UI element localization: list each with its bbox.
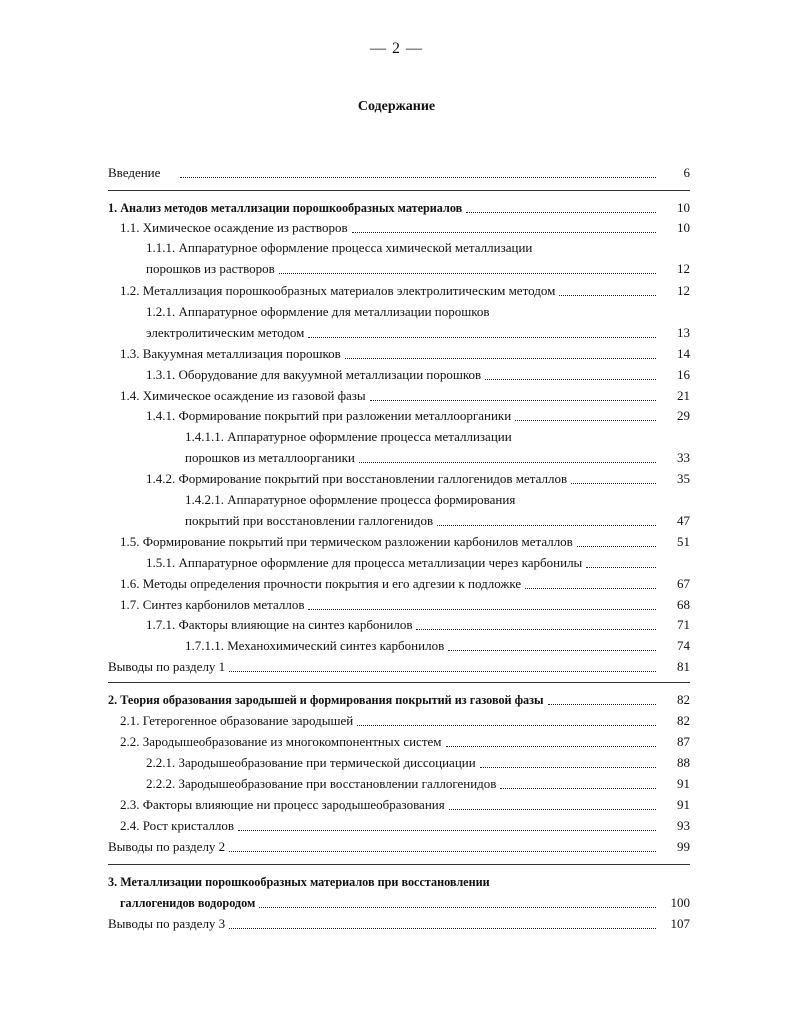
toc-entry-1-5[interactable]: 1.5. Формирование покрытий при термическом разложении карбонилов металлов 51 <box>120 534 690 549</box>
toc-entry-1-2-1-cont[interactable]: электролитическим методом 13 <box>146 325 690 340</box>
toc-entry-1-1-1[interactable]: 1.1.1. Аппаратурное оформление процесса химической металлизации <box>146 240 533 255</box>
toc-entry-1-4-2[interactable]: 1.4.2. Формирование покрытий при восстановлении галлогенидов металлов 35 <box>146 471 690 486</box>
toc-entry-1-4-1[interactable]: 1.4.1. Формирование покрытий при разложении металлоорганики 29 <box>146 408 690 423</box>
toc-entry-1-7-1[interactable]: 1.7.1. Факторы влияющие на синтез карбонилов 71 <box>146 617 690 632</box>
toc-entry-conclusions-1[interactable]: Выводы по разделу 1 81 <box>108 659 690 674</box>
toc-entry-1-5-1[interactable]: 1.5.1. Аппаратурное оформление для процесса металлизации через карбонилы <box>146 553 690 571</box>
toc-entry-1-6[interactable]: 1.6. Методы определения прочности покрытия и его адгезии к подложке 67 <box>120 576 690 591</box>
section-divider <box>108 682 690 683</box>
toc-entry-1-2[interactable]: 1.2. Металлизация порошкообразных материалов электролитическим методом 12 <box>120 283 690 298</box>
toc-entry-2-1[interactable]: 2.1. Гетерогенное образование зародышей 82 <box>120 713 690 728</box>
toc-entry-conclusions-2[interactable]: Выводы по разделу 2 99 <box>108 839 690 854</box>
toc-entry-2-3[interactable]: 2.3. Факторы влияющие ни процесс зародышеобразования 91 <box>120 797 690 812</box>
toc-entry-section-1[interactable]: 1. Анализ методов металлизации порошкообразных материалов 10 <box>108 200 690 215</box>
toc-entry-1-2-1[interactable]: 1.2.1. Аппаратурное оформление для металлизации порошков <box>146 304 490 319</box>
toc-entry-1-4-2-1-cont[interactable]: покрытий при восстановлении галлогенидов 47 <box>185 513 690 528</box>
section-divider <box>108 864 690 865</box>
toc-entry-1-3[interactable]: 1.3. Вакуумная металлизация порошков 14 <box>120 346 690 361</box>
toc-entry-2-2-1[interactable]: 2.2.1. Зародышеобразование при термической диссоциации 88 <box>146 755 690 770</box>
toc-entry-2-2-2[interactable]: 2.2.2. Зародышеобразование при восстановлении галлогенидов 91 <box>146 776 690 791</box>
toc-entry-section-3[interactable]: 3. Металлизации порошкообразных материалов при восстановлении <box>108 875 490 889</box>
toc-entry-section-2[interactable]: 2. Теория образования зародышей и формирования покрытий из газовой фазы 82 <box>108 692 690 707</box>
toc-entry-1-4-1-1-cont[interactable]: порошков из металлоорганики 33 <box>185 450 690 465</box>
toc-entry-1-7-1-1[interactable]: 1.7.1.1. Механохимический синтез карбонилов 74 <box>185 638 690 653</box>
toc-entry-1-4-1-1[interactable]: 1.4.1.1. Аппаратурное оформление процесса металлизации <box>185 429 512 444</box>
toc-entry-1-4-2-1[interactable]: 1.4.2.1. Аппаратурное оформление процесса формирования <box>185 492 516 507</box>
toc-entry-1-4[interactable]: 1.4. Химическое осаждение из газовой фазы 21 <box>120 388 690 403</box>
toc-entry-1-7[interactable]: 1.7. Синтез карбонилов металлов 68 <box>120 597 690 612</box>
page-number: — 2 — <box>370 40 423 57</box>
toc-entry-conclusions-3[interactable]: Выводы по разделу 3 107 <box>108 916 690 931</box>
page-title: Содержание <box>357 99 436 114</box>
toc-entry-2-2[interactable]: 2.2. Зародышеобразование из многокомпонентных систем 87 <box>120 734 690 749</box>
toc-entry-2-4[interactable]: 2.4. Рост кристаллов 93 <box>120 818 690 833</box>
toc-entry-1-1-1-cont[interactable]: порошков из растворов 12 <box>146 261 690 276</box>
section-divider <box>108 190 690 191</box>
toc-entry-section-3-cont[interactable]: галлогенидов водородом 100 <box>120 895 690 910</box>
toc-entry-1-3-1[interactable]: 1.3.1. Оборудование для вакуумной металлизации порошков 16 <box>146 367 690 382</box>
toc-entry-1-1[interactable]: 1.1. Химическое осаждение из растворов 10 <box>120 220 690 235</box>
toc-entry-introduction[interactable]: Введение 6 <box>108 165 690 180</box>
